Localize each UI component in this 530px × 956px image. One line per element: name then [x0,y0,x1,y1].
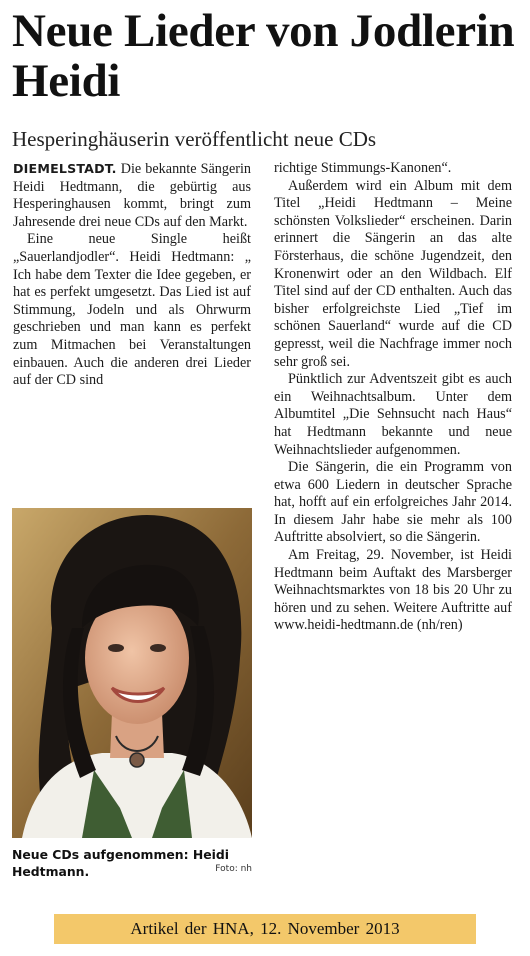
photo-caption [12,846,252,880]
paragraph: Eine neue Single heißt „Sauerlandjodler“. Heidi Hedtmann: „ Ich habe dem Texter die Idee gegeben, er hat es perfekt umgesetzt. Das Lied ist auf Stimmung, Jodeln und als Ohrwurm geschrieben und man kann es perfekt zum Mitmachen bei Veranstaltungen einbauen. Auch die anderen drei Lieder auf der CD sind [13,231,251,389]
paragraph: Am Freitag, 29. November, ist Heidi Hedtmann beim Auftakt des Marsberger Weihnachtsmarktes von 18 bis 20 Uhr zu hören und zu sehen. Weitere Auftritte auf www.heidi-hedtmann.de (nh/ren) [274,547,512,634]
caption-text: Neue CDs aufgenommen: Heidi Hedtmann. [12,847,230,879]
headline: Neue Lieder von Jodlerin Heidi [12,5,515,107]
subtitle: Hesperinghäuserin veröffentlicht neue CDs [12,127,377,151]
photo-credit: Foto: nh [215,864,252,874]
portrait-photo [12,508,252,838]
source-banner: Artikel der HNA, 12. November 2013 [54,914,476,944]
paragraph-text: Die bekannte Sängerin Heidi Hedtmann, die gebürtig aus Hesperinghausen kommt, bringt zum Jahresende drei neue CDs auf den Markt. [13,161,252,230]
article-column-2 [274,160,512,635]
paragraph: Außerdem wird ein Album mit dem Titel „Heidi Hedtmann – Meine schönsten Volkslieder“ erscheinen. Darin erinnert die Sängerin an das alte Försterhaus, die schöne Jugendzeit, den Kronenwirt oder an den Wildbach. Elf Titel sind auf der CD enthalten. Auch das bisher erfolgreichste Lied „Tief im schönen Sauerland“ wurde auf die CD gepresst, weil die Nachfrage immer noch sehr groß sei. [274,177,512,370]
paragraph: richtige Stimmungs-Kanonen“. [274,160,452,176]
paragraph [13,160,251,231]
paragraph: Pünktlich zur Adventszeit gibt es auch ein Weihnachtsalbum. Unter dem Albumtitel „Die Sehnsucht nach Haus“ hat Hedtmann bekannte und neue Weihnachtslieder aufgenommen. [274,371,512,458]
article-column-1 [13,160,251,390]
paragraph: Die Sängerin, die ein Programm von etwa 600 Liedern in deutscher Sprache hat, hofft auf ein erfolgreiches Jahr 2014. In diesem Jahr habe sie mehr als 100 Auftritte absolviert, so die Sängerin. [274,459,512,546]
dateline: DIEMELSTADT. [13,161,117,176]
